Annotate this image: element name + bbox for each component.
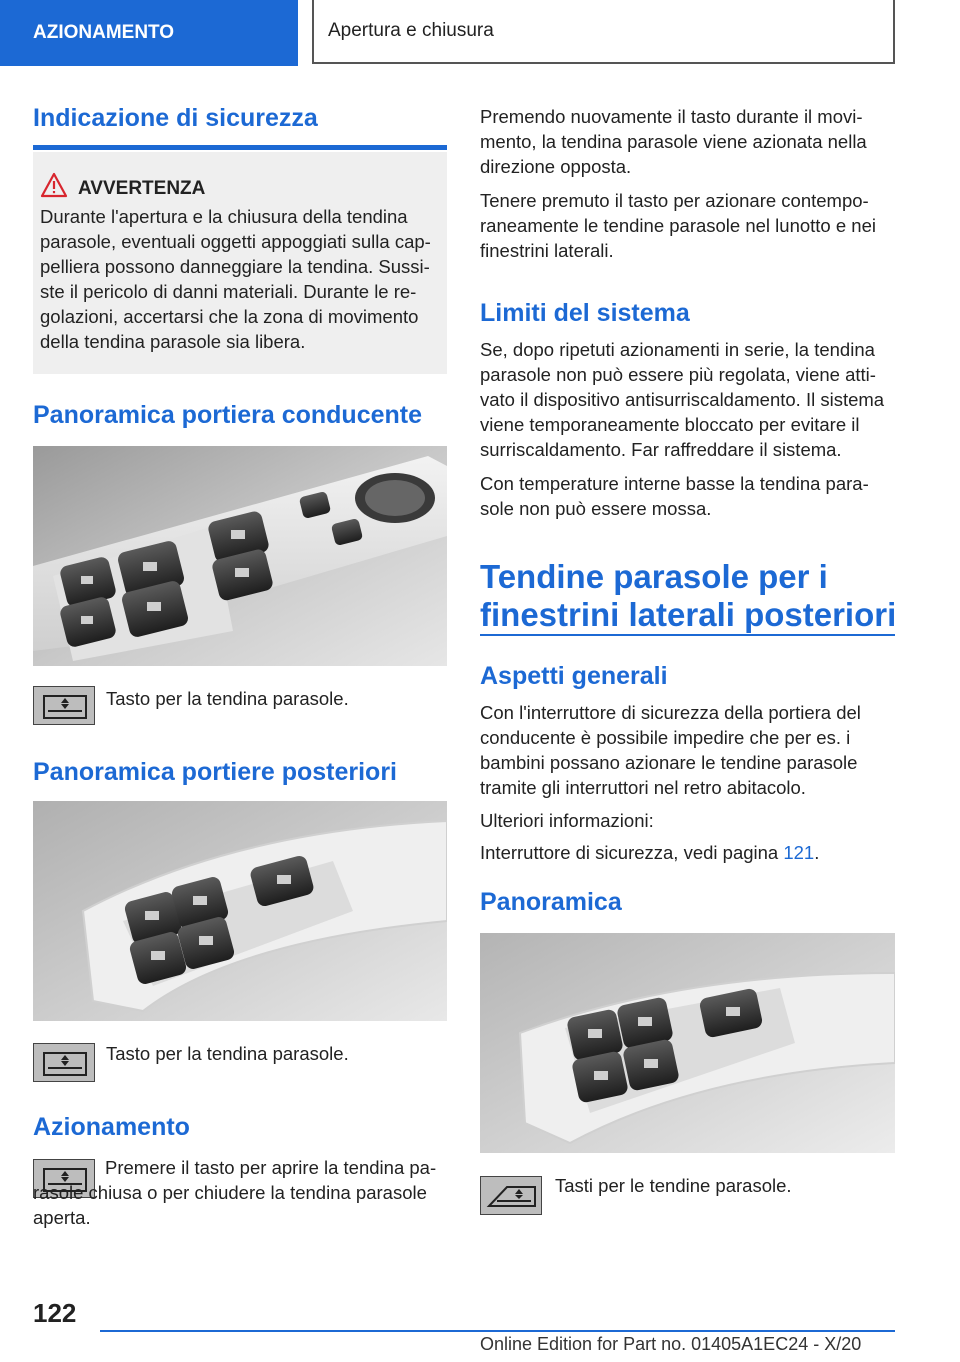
operation-text: Premere il tasto per aprire la tendina pa-rasole chiusa o per chiudere la tendina parasole aperta. bbox=[33, 1157, 437, 1228]
paragraph: Con l'interruttore di sicurezza della portiera del conducente è possibile impedire che per es. i bambini possano azionare le tendine parasole tramite gli interruttori nel retro abitacolo. bbox=[480, 702, 861, 798]
safety-heading: Indicazione di sicurezza bbox=[33, 104, 318, 132]
chapter-heading-line: finestrini laterali posteriori bbox=[480, 596, 897, 633]
page-number: 122 bbox=[33, 1298, 77, 1328]
chapter-heading bbox=[480, 558, 896, 634]
chapter-heading-line: Tendine parasole per i bbox=[480, 558, 828, 595]
driver-door-switch-photo bbox=[33, 446, 447, 666]
warning-label: AVVERTENZA bbox=[78, 178, 206, 199]
general-heading: Aspetti generali bbox=[480, 662, 668, 690]
page-header bbox=[0, 0, 960, 66]
paragraph: Tenere premuto il tasto per azionare contempo-raneamente le tendine parasole nel lunotto e nei finestrini laterali. bbox=[480, 190, 876, 261]
paragraph: Premendo nuovamente il tasto durante il movi-mento, la tendina parasole viene azionata nella direzione opposta. bbox=[480, 106, 867, 177]
page-link[interactable]: 121 bbox=[783, 842, 815, 863]
operation-heading: Azionamento bbox=[33, 1113, 190, 1141]
paragraph: Con temperature interne basse la tendina para-sole non può essere mossa. bbox=[480, 473, 869, 519]
rear-door-switch-photo bbox=[33, 801, 447, 1021]
overview-heading: Panoramica bbox=[480, 888, 622, 916]
sunblind-button-icon bbox=[33, 1043, 95, 1082]
paragraph: Ulteriori informazioni: bbox=[480, 810, 654, 831]
sunblind-buttons-icon bbox=[480, 1176, 542, 1215]
sunblind-button-icon bbox=[33, 686, 95, 725]
heading-rule bbox=[480, 634, 895, 636]
overview-caption: Tasti per le tendine parasole. bbox=[555, 1175, 792, 1196]
rear-doors-caption: Tasto per la tendina parasole. bbox=[106, 1043, 349, 1064]
edition-note: Online Edition for Part no. 01405A1EC24 - X/20 bbox=[480, 1334, 862, 1354]
driver-door-caption: Tasto per la tendina parasole. bbox=[106, 688, 349, 709]
heading-rule bbox=[33, 145, 447, 150]
chapter-title: Apertura e chiusura bbox=[312, 0, 895, 64]
section-tab: AZIONAMENTO bbox=[0, 0, 298, 66]
warning-text: Durante l'apertura e la chiusura della tendina parasole, eventuali oggetti appoggiati sulla cap-pelliera possono danneggiare la tendina. Sussi-ste il pericolo di danni materiali. Durante le re-golazioni, accertarsi che la zona di movimento della tendina parasole sia libera. bbox=[40, 206, 431, 352]
warning-box bbox=[33, 152, 447, 374]
rear-doors-heading: Panoramica portiere posteriori bbox=[33, 758, 398, 786]
reference-end: . bbox=[814, 842, 820, 863]
footer-rule bbox=[100, 1330, 895, 1332]
warning-icon bbox=[40, 172, 68, 198]
paragraph: Se, dopo ripetuti azionamenti in serie, la tendina parasole non può essere più regolata, viene atti-vato il dispositivo antisurriscaldamento. Il sistema viene temporaneamente bloccato per evitare il surriscaldamento. Far raffreddare il sistema. bbox=[480, 339, 885, 460]
system-limits-heading: Limiti del sistema bbox=[480, 299, 690, 327]
rear-switch-overview-photo bbox=[480, 933, 895, 1153]
cross-reference bbox=[480, 840, 895, 865]
driver-door-heading: Panoramica portiera conducente bbox=[33, 401, 423, 429]
reference-text: Interruttore di sicurezza, vedi pagina bbox=[480, 842, 784, 863]
